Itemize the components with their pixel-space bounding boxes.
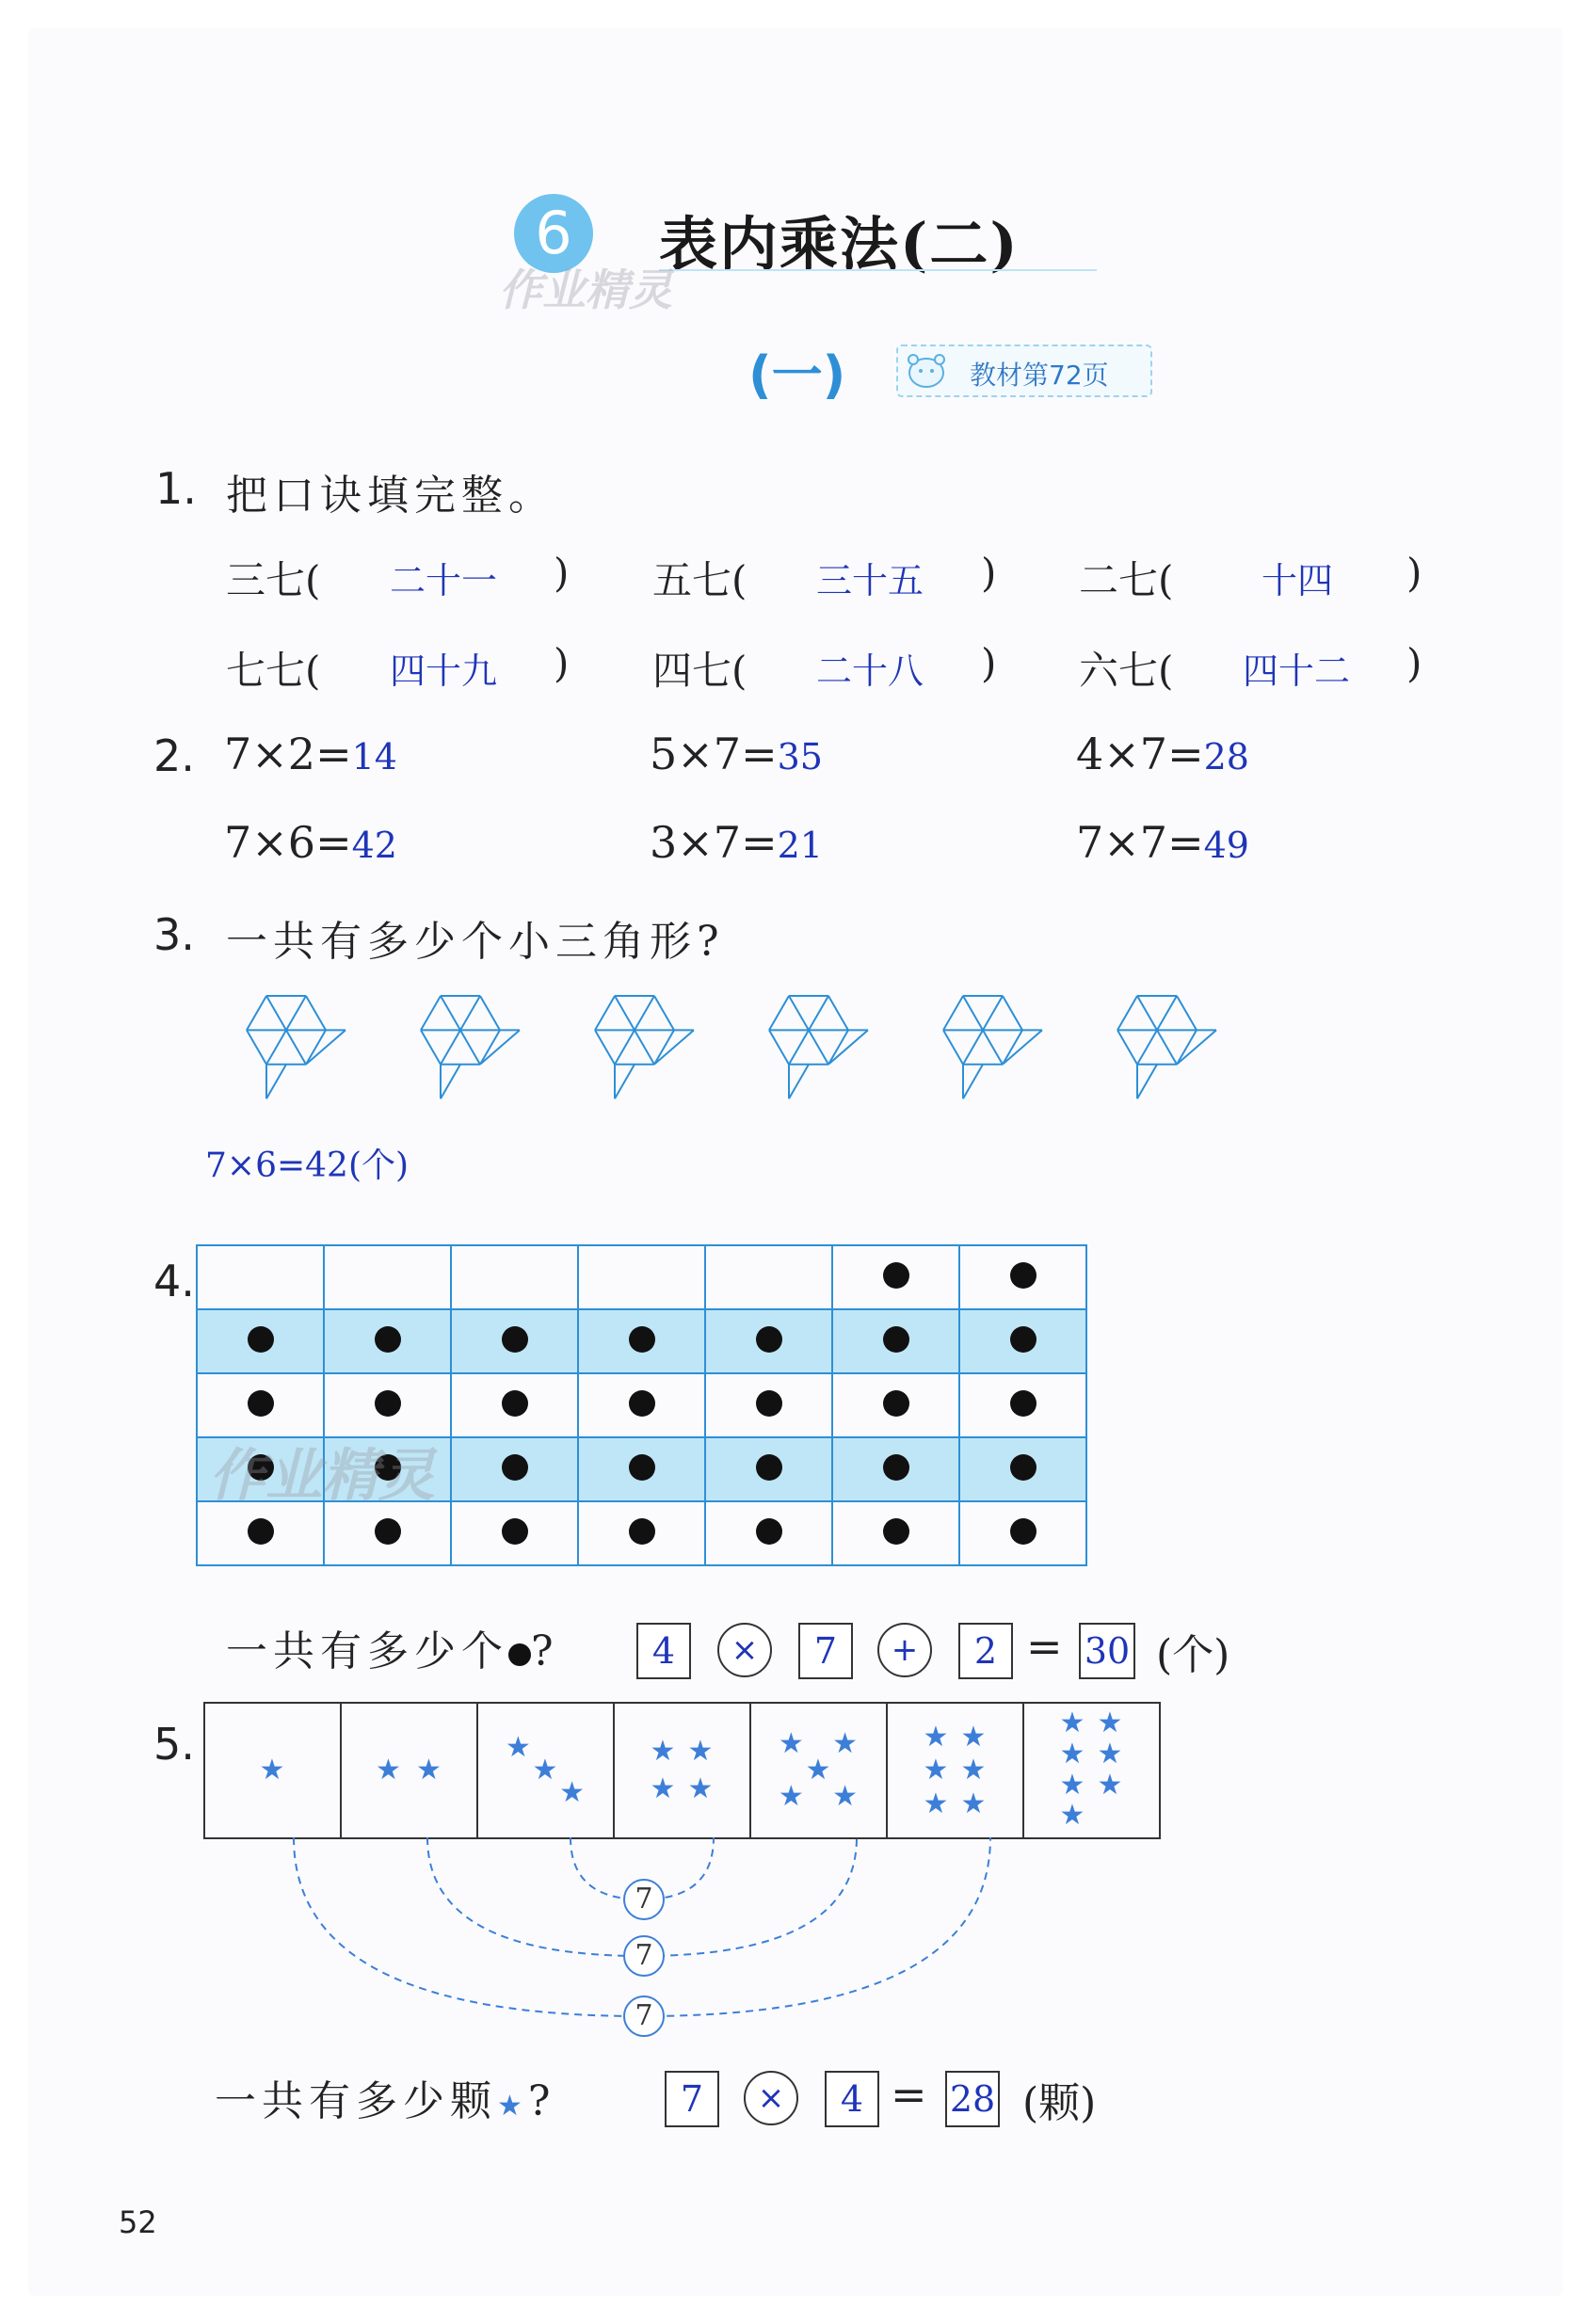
q1-prompt: 把口诀填完整。 (226, 472, 555, 520)
grid-cell (705, 1373, 832, 1437)
grid-cell (451, 1309, 578, 1373)
q5-prompt (215, 2067, 556, 2127)
section-title: (一) (748, 345, 846, 405)
star-icon: ★ (559, 1776, 585, 1810)
star-icon: ★ (650, 1771, 676, 1805)
pair-sum-circle: 7 (623, 1995, 665, 2037)
chapter-title: 表内乘法(二) (659, 210, 1020, 279)
dot (248, 1326, 274, 1353)
star-icon: ★ (1059, 1768, 1085, 1802)
q1-answer: 四十二 (1243, 650, 1351, 692)
grid-cell (451, 1245, 578, 1309)
dot (883, 1518, 909, 1545)
q4-box-b: 7 (798, 1623, 853, 1679)
dot (502, 1518, 528, 1545)
star-icon: ★ (960, 1720, 987, 1754)
dot (375, 1326, 401, 1353)
dot (756, 1518, 782, 1545)
dot (1010, 1454, 1037, 1481)
q1-item-suffix: ) (1406, 550, 1422, 596)
grid-cell (451, 1501, 578, 1565)
grid-cell (959, 1245, 1086, 1309)
q2-expr: 7×7= (1076, 817, 1204, 868)
q1-answer: 十四 (1262, 560, 1334, 601)
q3-number: 3. (153, 909, 195, 960)
q1-item-suffix: ) (554, 640, 570, 686)
star-icon: ★ (259, 1754, 285, 1787)
q1-item-prefix: 六七( (1079, 648, 1174, 694)
star-icon: ★ (778, 1780, 804, 1814)
triangle-figure (1117, 996, 1216, 1098)
q2-expression (1076, 817, 1249, 868)
q2-expr: 3×7= (650, 817, 778, 868)
q1-item (226, 640, 320, 697)
star-cell (204, 1703, 341, 1838)
q4-number: 4. (153, 1256, 195, 1306)
q4-unit: (个) (1156, 1631, 1230, 1679)
q3-prompt: 一共有多少个小三角形? (226, 918, 725, 966)
q2-number: 2. (153, 730, 195, 781)
dot (756, 1326, 782, 1353)
dot (502, 1390, 528, 1417)
dot (248, 1390, 274, 1417)
q1-item-suffix: ) (981, 550, 997, 596)
triangle-figure (247, 996, 346, 1098)
book-mascot-icon (906, 352, 947, 390)
q1-item-suffix: ) (981, 640, 997, 686)
title-underline (659, 269, 1097, 271)
star-icon: ★ (687, 1771, 714, 1805)
q5-prompt-end: ? (527, 2077, 556, 2125)
watermark: 作业精灵 (499, 264, 672, 315)
dot (629, 1454, 655, 1481)
star-cell (887, 1703, 1023, 1838)
q4-box-a: 4 (636, 1623, 691, 1679)
q1-item-prefix: 五七( (652, 557, 747, 603)
star-icon: ★ (376, 1754, 401, 1787)
pair-sum-circle: 7 (623, 1879, 665, 1920)
dot (1010, 1390, 1037, 1417)
star-row (204, 1703, 1160, 1838)
grid-cell (705, 1309, 832, 1373)
q2-answer: 28 (1203, 736, 1249, 777)
dot (502, 1326, 528, 1353)
q1-item (226, 550, 320, 606)
star-icon: ★ (832, 1726, 858, 1760)
q4-op-plus: + (877, 1623, 932, 1677)
grid-row (197, 1373, 1086, 1437)
grid-cell (705, 1245, 832, 1309)
q1-number: 1. (155, 463, 197, 514)
dot (629, 1390, 655, 1417)
star-icon: ★ (687, 1735, 714, 1769)
q5-box-a: 7 (665, 2071, 719, 2127)
q2-answer: 35 (777, 736, 823, 777)
triangle-figure (769, 996, 868, 1098)
grid-cell (578, 1309, 705, 1373)
q1-item (652, 640, 747, 697)
dot (883, 1454, 909, 1481)
star-icon: ★ (960, 1754, 987, 1787)
star-icon: ★ (960, 1787, 987, 1820)
q1-item-prefix: 二七( (1079, 557, 1174, 603)
grid-cell (832, 1501, 959, 1565)
grid-row (197, 1309, 1086, 1373)
q4-prompt-end: ? (531, 1627, 559, 1675)
triangle-figures (226, 988, 1271, 1120)
q2-answer: 42 (351, 825, 397, 866)
dot (375, 1390, 401, 1417)
dot (248, 1518, 274, 1545)
dot (629, 1326, 655, 1353)
q5-box-b: 4 (825, 2071, 879, 2127)
q4-op-multiply: × (717, 1623, 772, 1677)
q1-item-prefix: 七七( (226, 648, 321, 694)
grid-cell (324, 1309, 451, 1373)
grid-cell (705, 1501, 832, 1565)
grid-cell (197, 1373, 324, 1437)
star-icon: ★ (1097, 1707, 1123, 1740)
star-icon: ★ (532, 1754, 558, 1787)
star-icon: ★ (923, 1754, 949, 1787)
q2-expression (650, 729, 823, 779)
dot (756, 1454, 782, 1481)
dot (1010, 1262, 1037, 1289)
pairing-arcs (203, 1837, 1164, 2035)
q1-item (652, 550, 747, 606)
grid-cell (705, 1437, 832, 1501)
grid-cell (197, 1245, 324, 1309)
star-icon: ★ (497, 2090, 528, 2123)
grid-cell (959, 1373, 1086, 1437)
dot (1010, 1518, 1037, 1545)
dot (375, 1518, 401, 1545)
q2-expr: 5×7= (650, 729, 778, 779)
q2-answer: 21 (777, 825, 823, 866)
q1-item (1079, 640, 1173, 697)
grid-cell (959, 1501, 1086, 1565)
dot (1010, 1326, 1037, 1353)
q1-item-prefix: 三七( (226, 557, 321, 603)
pair-sum-circle: 7 (623, 1935, 665, 1977)
q5-number: 5. (153, 1719, 195, 1770)
grid-cell (451, 1437, 578, 1501)
star-icon: ★ (505, 1730, 531, 1764)
star-cell (1023, 1703, 1160, 1838)
q2-expr: 7×6= (224, 817, 352, 868)
star-icon: ★ (1059, 1799, 1085, 1833)
q2-expr: 4×7= (1076, 729, 1204, 779)
star-cell (477, 1703, 614, 1838)
q5-equals: = (891, 2069, 927, 2120)
grid-cell (578, 1437, 705, 1501)
star-icon: ★ (805, 1754, 831, 1787)
grid-cell (832, 1309, 959, 1373)
grid-cell (324, 1245, 451, 1309)
star-icon: ★ (1097, 1737, 1123, 1771)
q4-box-result: 30 (1079, 1623, 1135, 1679)
q1-item-suffix: ) (1406, 640, 1422, 686)
dot-icon (508, 1643, 531, 1666)
q2-expression (224, 817, 397, 868)
grid-cell (832, 1437, 959, 1501)
textbook-reference-text: 教材第72页 (970, 360, 1109, 391)
star-cell (750, 1703, 887, 1838)
textbook-reference (896, 345, 1152, 397)
star-cell (341, 1703, 477, 1838)
dot (883, 1390, 909, 1417)
grid-cell (832, 1245, 959, 1309)
q2-answer: 14 (351, 736, 397, 777)
q3-answer: 7×6=42(个) (205, 1146, 410, 1185)
dot (629, 1518, 655, 1545)
dot-grid (196, 1244, 1087, 1566)
triangle-figure (943, 996, 1042, 1098)
chapter-number-badge: 6 (514, 194, 593, 273)
star-icon: ★ (923, 1787, 949, 1820)
q2-expression (224, 729, 397, 779)
q5-box-result: 28 (945, 2071, 1000, 2127)
q2-expression (650, 817, 823, 868)
dot (883, 1326, 909, 1353)
q1-answer: 四十九 (390, 650, 498, 692)
star-icon: ★ (832, 1780, 858, 1814)
q1-answer: 二十一 (390, 560, 498, 601)
page-number: 52 (119, 2204, 157, 2240)
grid-cell (832, 1373, 959, 1437)
star-table (203, 1702, 1161, 1839)
triangle-figure (421, 996, 520, 1098)
q5-unit: (颗) (1022, 2079, 1097, 2127)
q2-expr: 7×2= (224, 729, 352, 779)
q2-answer: 49 (1203, 825, 1249, 866)
q4-prompt (226, 1617, 559, 1677)
star-icon: ★ (923, 1720, 949, 1754)
star-icon: ★ (1059, 1707, 1085, 1740)
q1-answer: 三十五 (816, 560, 924, 601)
q5-op-multiply: × (744, 2071, 798, 2125)
star-icon: ★ (1097, 1768, 1123, 1802)
grid-cell (324, 1373, 451, 1437)
grid-cell (578, 1245, 705, 1309)
watermark: 作业精灵 (209, 1443, 435, 1509)
q2-expression (1076, 729, 1249, 779)
q1-item-prefix: 四七( (652, 648, 747, 694)
star-icon: ★ (1059, 1737, 1085, 1771)
grid-cell (197, 1309, 324, 1373)
star-cell (614, 1703, 750, 1838)
q4-prompt-text: 一共有多少个 (226, 1627, 508, 1675)
dot (502, 1454, 528, 1481)
grid-row (197, 1245, 1086, 1309)
star-icon: ★ (415, 1754, 442, 1787)
grid-cell (578, 1373, 705, 1437)
q1-item-suffix: ) (554, 550, 570, 596)
q1-item (1079, 550, 1173, 606)
dot (883, 1262, 909, 1289)
q4-equals: = (1026, 1621, 1063, 1672)
q1-answer: 二十八 (816, 650, 924, 692)
star-icon: ★ (778, 1726, 804, 1760)
q5-prompt-text: 一共有多少颗 (215, 2077, 497, 2125)
grid-cell (959, 1309, 1086, 1373)
triangle-figure (595, 996, 694, 1098)
grid-cell (451, 1373, 578, 1437)
star-icon: ★ (650, 1735, 676, 1769)
grid-cell (959, 1437, 1086, 1501)
grid-cell (578, 1501, 705, 1565)
dot (756, 1390, 782, 1417)
q4-box-c: 2 (958, 1623, 1013, 1679)
